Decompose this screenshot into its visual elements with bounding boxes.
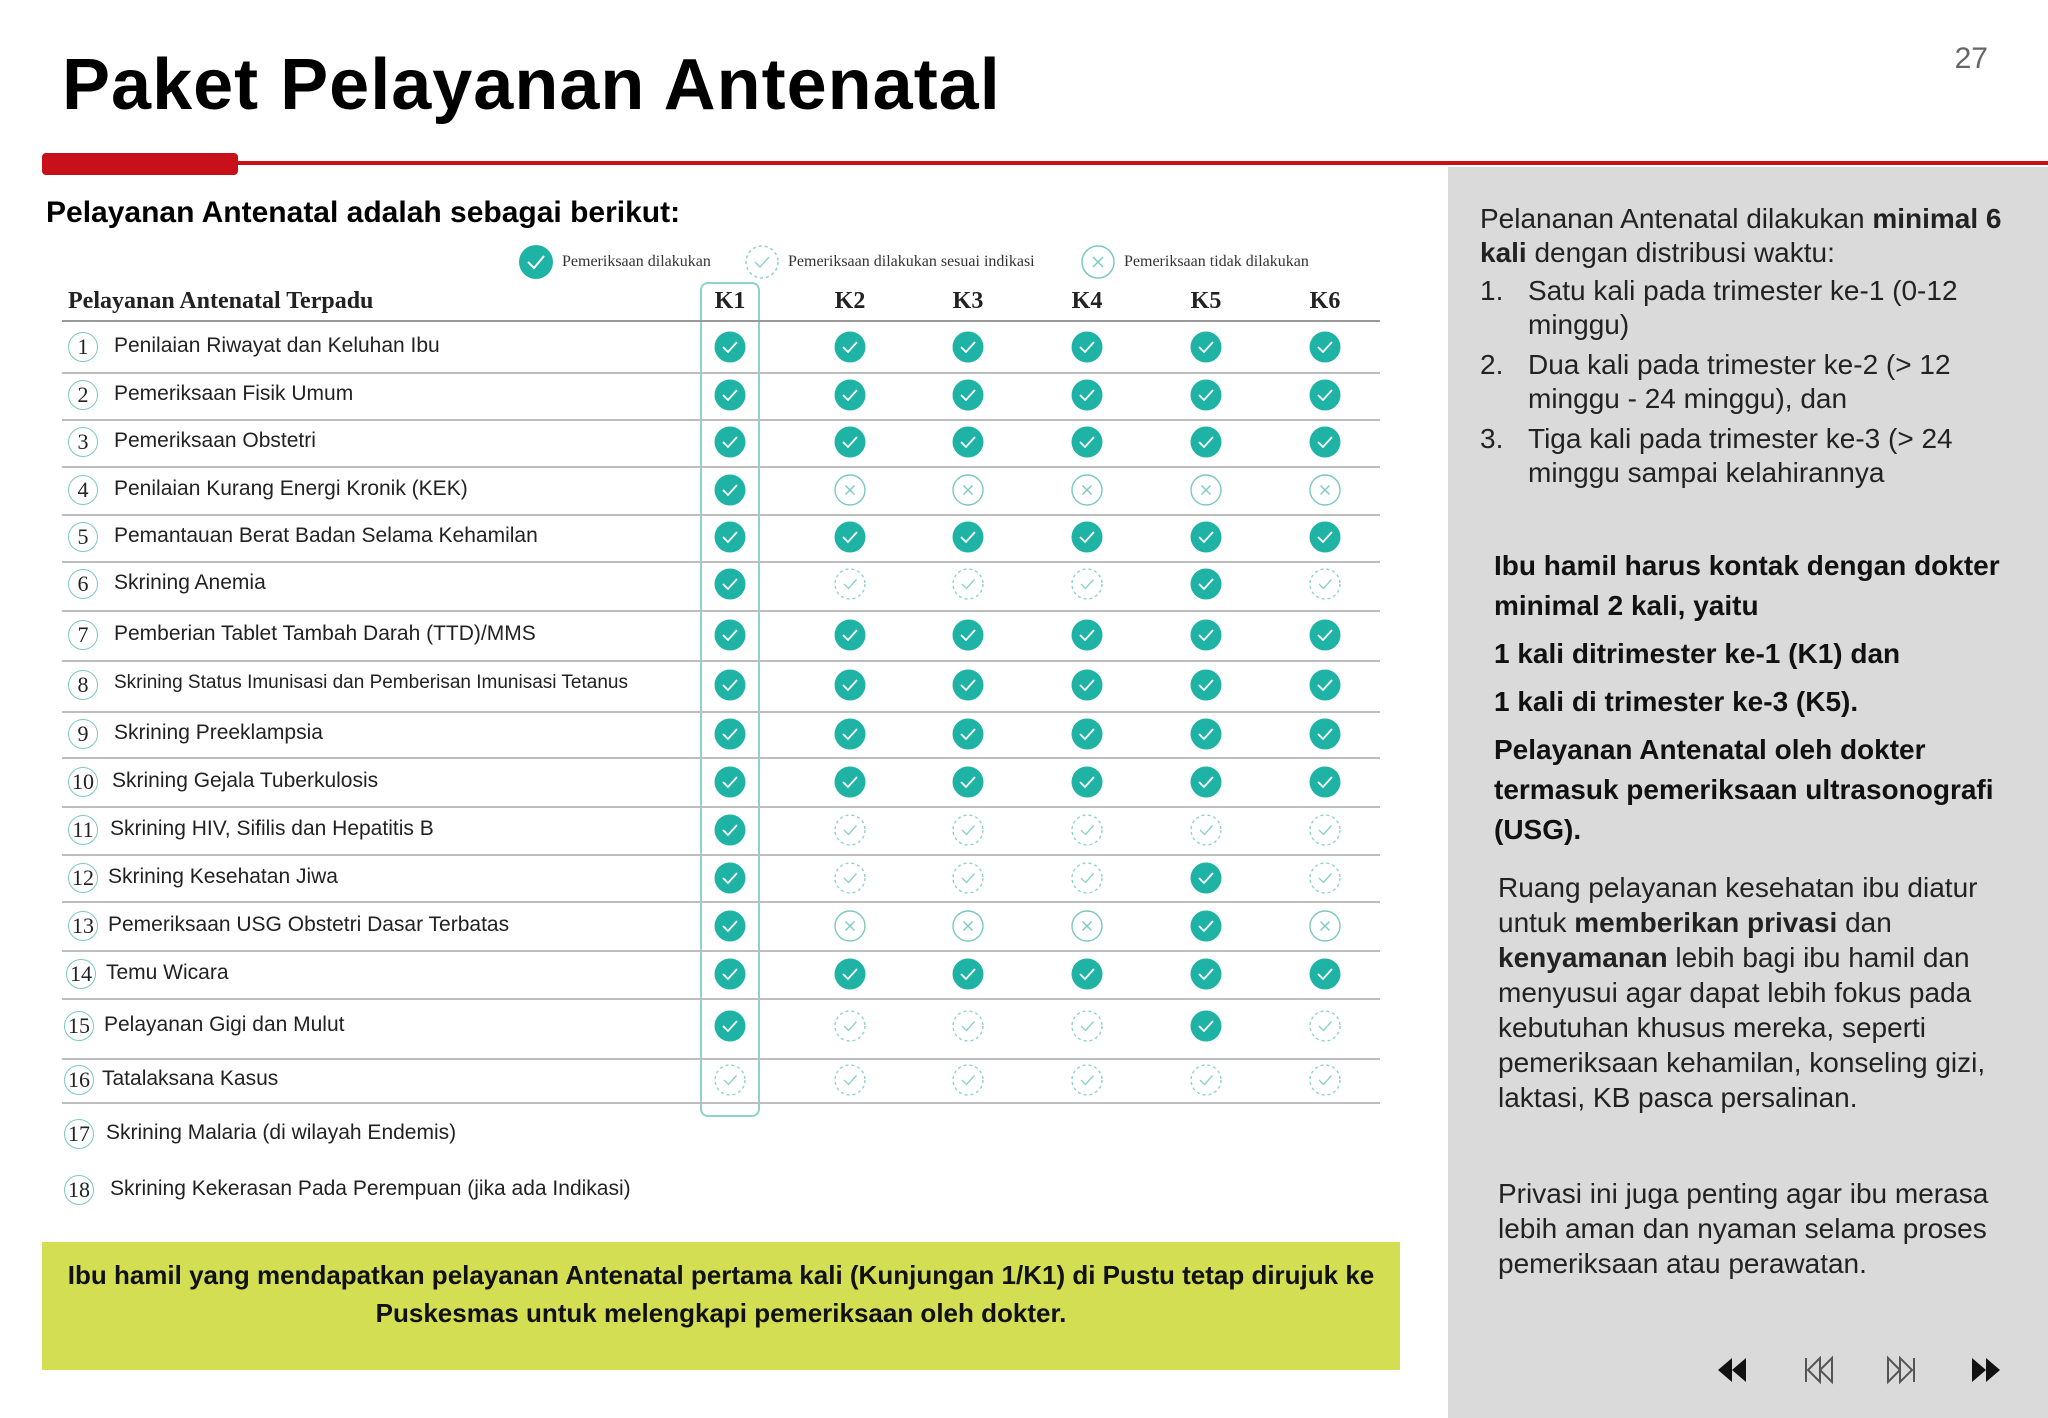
legend-indicated	[744, 242, 1035, 282]
check-filled-icon	[1070, 717, 1104, 751]
check-filled-icon	[1308, 520, 1342, 554]
check-filled-icon	[1189, 668, 1223, 702]
x-circle-icon	[1189, 473, 1223, 507]
check-filled-icon	[951, 378, 985, 412]
check-dashed-icon	[833, 1009, 867, 1043]
check-dashed-icon	[713, 1063, 747, 1097]
x-circle-icon	[951, 909, 985, 943]
check-filled-icon	[1070, 520, 1104, 554]
check-filled-icon	[951, 717, 985, 751]
rewind-icon[interactable]	[1712, 1352, 1752, 1388]
check-filled-icon	[1189, 909, 1223, 943]
privacy-paragraph: Ruang pelayanan kesehatan ibu diatur untuk memberikan privasi dan kenyamanan lebih bagi ibu hamil dan menyusui agar dapat lebih fokus pada kebutuhan khusus mereka, seperti pemeriksaan kehamilan, konseling gizi, laktasi, KB pasca persalinan.	[1498, 872, 1986, 1113]
row-divider	[62, 711, 1380, 713]
column-header-k5: K5	[1190, 288, 1222, 314]
check-filled-icon	[951, 425, 985, 459]
column-header-k3: K3	[952, 288, 984, 314]
row-label: Pemeriksaan USG Obstetri Dasar Terbatas	[108, 913, 510, 936]
row-divider	[62, 1102, 1380, 1104]
check-filled-icon	[1070, 618, 1104, 652]
legend-done	[518, 242, 711, 282]
check-filled-icon	[1070, 668, 1104, 702]
usg-text: Pelayanan Antenatal oleh dokter termasuk pemeriksaan ultrasonografi (USG).	[1494, 734, 1994, 845]
check-dashed-icon	[1070, 861, 1104, 895]
check-filled-icon	[1189, 378, 1223, 412]
column-header-k6: K6	[1309, 288, 1341, 314]
check-filled-icon	[833, 330, 867, 364]
check-filled-icon	[713, 861, 747, 895]
row-label: Skrining HIV, Sifilis dan Hepatitis B	[110, 817, 434, 840]
check-dashed-icon	[951, 813, 985, 847]
check-filled-icon	[713, 330, 747, 364]
row-number: 10	[68, 767, 98, 797]
check-filled-icon	[1070, 425, 1104, 459]
check-filled-icon	[1070, 378, 1104, 412]
check-filled-icon	[1308, 378, 1342, 412]
row-number: 13	[68, 911, 98, 941]
row-number: 2	[68, 380, 98, 410]
row-divider	[62, 1058, 1380, 1060]
check-filled-icon	[1189, 765, 1223, 799]
check-filled-icon	[1189, 520, 1223, 554]
check-filled-icon	[713, 425, 747, 459]
check-dashed-icon	[1308, 813, 1342, 847]
check-filled-icon	[518, 244, 554, 280]
row-label: Penilaian Riwayat dan Keluhan Ibu	[114, 334, 440, 357]
schedule-item: 3. Tiga kali pada trimester ke-3 (> 24 minggu sampai kelahirannya	[1480, 423, 1953, 488]
section-subtitle: Pelayanan Antenatal adalah sebagai berikut:	[46, 196, 681, 229]
schedule-item: 2. Dua kali pada trimester ke-2 (> 12 minggu - 24 minggu), dan	[1480, 349, 1951, 414]
row-number: 1	[68, 332, 98, 362]
row-label: Pelayanan Gigi dan Mulut	[104, 1013, 345, 1036]
row-label: Skrining Preeklampsia	[114, 721, 323, 744]
column-header-k2: K2	[834, 288, 866, 314]
schedule-list	[1480, 274, 2020, 496]
x-circle-icon	[1080, 244, 1116, 280]
x-circle-icon	[833, 473, 867, 507]
doctor-k5-text: 1 kali di trimester ke-3 (K5).	[1494, 686, 1859, 717]
check-filled-icon	[713, 473, 747, 507]
row-label: Skrining Kesehatan Jiwa	[108, 865, 338, 888]
check-dashed-icon	[1070, 567, 1104, 601]
check-dashed-icon	[833, 1063, 867, 1097]
row-label: Pemantauan Berat Badan Selama Kehamilan	[114, 524, 538, 547]
row-number: 15	[64, 1011, 94, 1041]
x-circle-icon	[1308, 473, 1342, 507]
check-filled-icon	[833, 765, 867, 799]
row-divider	[62, 320, 1380, 322]
row-label: Temu Wicara	[106, 961, 229, 984]
x-circle-icon	[833, 909, 867, 943]
check-filled-icon	[1189, 861, 1223, 895]
title-underline	[232, 161, 2048, 165]
check-filled-icon	[833, 957, 867, 991]
check-dashed-icon	[833, 861, 867, 895]
row-number: 14	[66, 959, 96, 989]
skip-back-icon[interactable]	[1798, 1352, 1838, 1388]
row-divider	[62, 514, 1380, 516]
schedule-item: 1. Satu kali pada trimester ke-1 (0-12 minggu)	[1480, 275, 1958, 340]
check-filled-icon	[713, 813, 747, 847]
row-number: 6	[68, 569, 98, 599]
page-title: Paket Pelayanan Antenatal	[62, 45, 1001, 125]
check-filled-icon	[713, 520, 747, 554]
check-filled-icon	[1308, 957, 1342, 991]
table-header-label: Pelayanan Antenatal Terpadu	[68, 288, 374, 314]
check-filled-icon	[713, 765, 747, 799]
row-divider	[62, 901, 1380, 903]
check-dashed-icon	[951, 1063, 985, 1097]
check-dashed-icon	[1308, 567, 1342, 601]
check-filled-icon	[951, 765, 985, 799]
check-dashed-icon	[1070, 1009, 1104, 1043]
row-divider	[62, 998, 1380, 1000]
check-dashed-icon	[833, 813, 867, 847]
check-dashed-icon	[951, 861, 985, 895]
row-label: Skrining Malaria (di wilayah Endemis)	[106, 1121, 457, 1144]
row-number: 12	[68, 863, 98, 893]
check-dashed-icon	[1308, 861, 1342, 895]
check-filled-icon	[1308, 717, 1342, 751]
check-dashed-icon	[1308, 1009, 1342, 1043]
check-filled-icon	[1189, 1009, 1223, 1043]
check-filled-icon	[1189, 957, 1223, 991]
check-filled-icon	[951, 330, 985, 364]
skip-forward-icon[interactable]	[1882, 1352, 1922, 1388]
check-dashed-icon	[1308, 1063, 1342, 1097]
check-filled-icon	[833, 520, 867, 554]
x-circle-icon	[1070, 473, 1104, 507]
check-filled-icon	[713, 717, 747, 751]
check-filled-icon	[1189, 425, 1223, 459]
row-label: Pemberian Tablet Tambah Darah (TTD)/MMS	[114, 622, 536, 645]
doctor-k1-text: 1 kali ditrimester ke-1 (K1) dan	[1494, 638, 1901, 669]
row-divider	[62, 561, 1380, 563]
legend	[518, 242, 1348, 282]
check-filled-icon	[1189, 618, 1223, 652]
row-divider	[62, 757, 1380, 759]
page-number: 27	[1954, 42, 1988, 75]
row-divider	[62, 419, 1380, 421]
legend-not-done	[1080, 242, 1309, 282]
check-dashed-icon	[951, 567, 985, 601]
column-header-k4: K4	[1071, 288, 1103, 314]
row-divider	[62, 372, 1380, 374]
check-filled-icon	[713, 567, 747, 601]
check-dashed-icon	[951, 1009, 985, 1043]
check-filled-icon	[833, 618, 867, 652]
check-filled-icon	[1308, 425, 1342, 459]
legend-not-done-label: Pemeriksaan tidak dilakukan	[1124, 253, 1309, 270]
x-circle-icon	[1308, 909, 1342, 943]
check-filled-icon	[833, 425, 867, 459]
row-label: Pemeriksaan Obstetri	[114, 429, 316, 452]
check-filled-icon	[1308, 618, 1342, 652]
check-filled-icon	[1308, 668, 1342, 702]
check-dashed-icon	[744, 244, 780, 280]
check-filled-icon	[1070, 330, 1104, 364]
check-filled-icon	[951, 618, 985, 652]
row-divider	[62, 610, 1380, 612]
check-dashed-icon	[1070, 1063, 1104, 1097]
check-filled-icon	[1189, 567, 1223, 601]
row-label: Skrining Status Imunisasi dan Pemberisan Imunisasi Tetanus	[114, 672, 628, 693]
x-circle-icon	[1070, 909, 1104, 943]
check-filled-icon	[713, 668, 747, 702]
title-underline-tab	[42, 153, 238, 175]
check-filled-icon	[833, 668, 867, 702]
row-label: Penilaian Kurang Energi Kronik (KEK)	[114, 477, 468, 500]
check-dashed-icon	[1189, 1063, 1223, 1097]
legend-indicated-label: Pemeriksaan dilakukan sesuai indikasi	[788, 253, 1035, 270]
row-number: 16	[64, 1065, 94, 1095]
row-divider	[62, 854, 1380, 856]
sidebar-intro: Pelanana​n Antenatal dilakukan minimal 6 kali dengan distribusi waktu:	[1480, 203, 2002, 268]
check-filled-icon	[713, 1009, 747, 1043]
row-label: Skrining Kekerasan Pada Perempuan (jika ada Indikasi)	[110, 1177, 631, 1200]
check-dashed-icon	[1070, 813, 1104, 847]
note-banner: Ibu hamil yang mendapatkan pelayanan Antenatal pertama kali (Kunjungan 1/K1) di Pustu tetap dirujuk ke Puskesmas untuk melengkapi pemeriksaan oleh dokter.	[42, 1242, 1400, 1370]
check-filled-icon	[1189, 717, 1223, 751]
check-filled-icon	[1070, 957, 1104, 991]
check-filled-icon	[1308, 330, 1342, 364]
check-filled-icon	[1189, 330, 1223, 364]
column-header-k1: K1	[714, 288, 746, 314]
row-divider	[62, 950, 1380, 952]
row-divider	[62, 466, 1380, 468]
row-number: 9	[68, 719, 98, 749]
row-divider	[62, 806, 1380, 808]
row-number: 7	[68, 620, 98, 650]
check-filled-icon	[713, 378, 747, 412]
doctor-contact-notes	[1494, 546, 2014, 858]
row-number: 3	[68, 427, 98, 457]
check-filled-icon	[833, 378, 867, 412]
check-dashed-icon	[1189, 813, 1223, 847]
row-label: Skrining Gejala Tuberkulosis	[112, 769, 379, 792]
row-number: 8	[68, 670, 98, 700]
check-filled-icon	[833, 717, 867, 751]
check-dashed-icon	[833, 567, 867, 601]
check-filled-icon	[1070, 765, 1104, 799]
legend-done-label: Pemeriksaan dilakukan	[562, 253, 711, 270]
doctor-contact-text: Ibu hamil harus kontak dengan dokter minimal 2 kali, yaitu	[1494, 550, 2000, 621]
check-filled-icon	[951, 957, 985, 991]
check-filled-icon	[951, 668, 985, 702]
row-number: 5	[68, 522, 98, 552]
check-filled-icon	[713, 909, 747, 943]
check-filled-icon	[951, 520, 985, 554]
check-filled-icon	[1308, 765, 1342, 799]
row-number: 18	[64, 1175, 94, 1205]
privacy-paragraph-2: Privasi ini juga penting agar ibu merasa lebih aman dan nyaman selama proses pemeriksaan atau perawatan.	[1498, 1178, 1989, 1279]
row-number: 4	[68, 475, 98, 505]
row-number: 11	[68, 815, 98, 845]
row-label: Skrining Anemia	[114, 571, 266, 594]
row-number: 17	[64, 1119, 94, 1149]
row-label: Pemeriksaan Fisik Umum	[114, 382, 354, 405]
fast-forward-icon[interactable]	[1966, 1352, 2006, 1388]
check-filled-icon	[713, 957, 747, 991]
row-divider	[62, 660, 1380, 662]
row-label: Tatalaksana Kasus	[102, 1067, 279, 1090]
x-circle-icon	[951, 473, 985, 507]
check-filled-icon	[713, 618, 747, 652]
